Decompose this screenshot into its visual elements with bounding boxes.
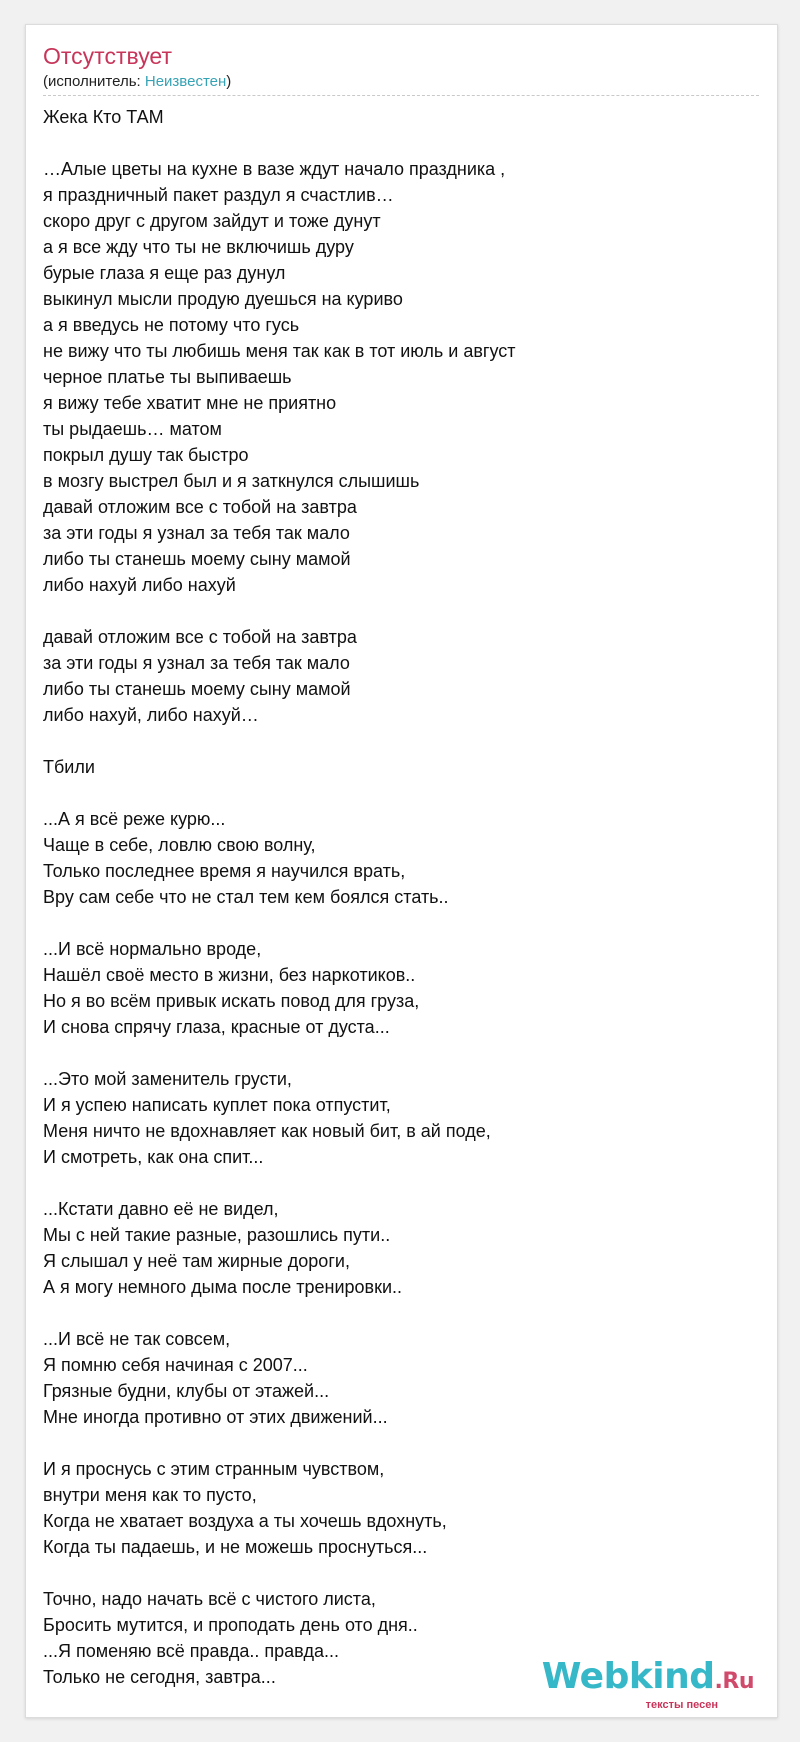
site-logo[interactable] bbox=[541, 1656, 754, 1711]
logo-main-text: Webkind bbox=[541, 1656, 715, 1697]
logo-tagline: тексты песен bbox=[645, 1699, 718, 1711]
logo-wordmark bbox=[541, 1656, 754, 1700]
song-card bbox=[25, 24, 778, 1718]
lyrics-text: Жека Кто ТАМ …Алые цветы на кухне в вазе ждут начало праздника , я праздничный пакет раздул я счастлив… скоро друг с другом зайдут и тоже дунут а я все жду что ты не включишь дуру бурые глаза я еще раз дунул выкинул мысли продую дуешься на куриво а я введусь не потому что гусь не вижу что ты любишь меня так как в тот июль и август черное платье ты выпиваешь я вижу тебе хватит мне не приятно ты рыдаешь… матом покрыл душу так быстро в мозгу выстрел был и я заткнулся слышишь давай отложим все с тобой на завтра за эти годы я узнал за тебя так мало либо ты станешь моему сыну мамой либо нахуй либо нахуй давай отложим все с тобой на завтра за эти годы я узнал за тебя так мало либо ты станешь моему сыну мамой либо нахуй, либо нахуй… Тбили ...А я всё реже курю... Чаще в себе, ловлю свою волну, Только последнее время я научился врать, Вру сам себе что не стал тем кем боялся стать.. ...И всё нормально вроде, Нашёл своё место в жизни, без наркотиков.. Но я во всём привык искать повод для груза, И снова спрячу глаза, красные от дуста... ...Это мой заменитель грусти, И я успею написать куплет пока отпустит, Меня ничто не вдохнавляет как новый бит, в ай поде, И смотреть, как она спит... ...Кстати давно её не видел, Мы с ней такие разные, разошлись пути.. Я слышал у неё там жирные дороги, А я могу немного дыма после тренировки.. ...И всё не так совсем, Я помню себя начиная с 2007... Грязные будни, клубы от этажей... Мне иногда противно от этих движений... И я проснусь с этим странным чувством, внутри меня как то пусто, Когда не хватает воздуха а ты хочешь вдохнуть, Когда ты падаешь, и не можешь проснуться... Точно, надо начать всё с чистого листа, Бросить мутится, и проподать день ото дня.. ...Я поменяю всё правда.. правда... Только не сегодня, завтра... bbox=[43, 107, 516, 1687]
artist-suffix: ) bbox=[226, 73, 232, 90]
artist-link[interactable]: Неизвестен bbox=[144, 73, 227, 90]
artist-line bbox=[43, 73, 231, 91]
artist-prefix: (исполнитель: bbox=[43, 73, 145, 90]
logo-domain: .Ru bbox=[714, 1669, 754, 1694]
header-divider bbox=[43, 95, 759, 96]
song-title: Отсутствует bbox=[43, 43, 172, 69]
